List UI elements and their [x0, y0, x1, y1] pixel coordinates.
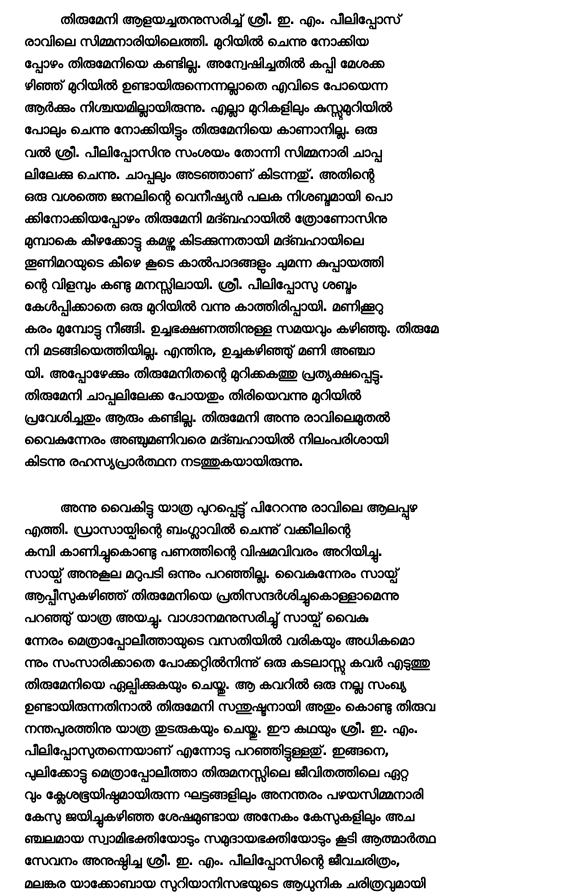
text-line: നന്തപുരത്തിനു യാത്ര തുടരുകയും ചെയ്തു. ഈ കഥയും ശ്രീ. ഇ. എം.: [24, 721, 419, 737]
text-line: യി. അപ്പോഴേക്കും തിരുമേനിതന്റെ മുറിക്കകത്തു പ്രത്യക്ഷപ്പെട്ടു.: [24, 366, 384, 382]
text-line: കമ്പി കാണിച്ചുകൊണ്ടു പണത്തിന്റെ വിഷമവിവരം അറിയിച്ചു.: [24, 545, 383, 561]
text-line: എത്തി. ഡ്രാസായ്പിന്റെ ബംഗ്ലാവിൽ ചെന്നു് വക്കീലിന്റെ: [24, 523, 350, 539]
text-line: കേസു ജയിച്ചുകഴിഞ്ഞ ശേഷമുണ്ടായ അനേകം കേസുകളിലും അച: [24, 810, 414, 826]
text-line: ലിലേക്കു ചെന്നു. ചാപ്പലും അടഞ്ഞാണ് കിടന്നതു്. അതിന്റെ: [24, 167, 374, 183]
text-line: പോലും ചെന്നു നോക്കിയിട്ടും തിരുമേനിയെ കാണാനില്ല. ഒരു: [24, 123, 377, 139]
text-line: തിരുമേനിയെ ഏല്പിക്കുകയും ചെയ്തു. ആ കവറിൽ ഒരു നല്ല സംഖ്യ: [24, 677, 406, 693]
text-line: തിരുമേനി ആളയച്ചതനുസരിച്ച് ശ്രീ. ഇ. എം. പീലിപ്പോസ്: [60, 13, 401, 28]
text-line: കിടന്നു രഹസ്യപ്രാർത്ഥന നടത്തുകയായിരുന്നു.: [24, 454, 304, 470]
text-line: ഞ്ചലമായ സ്വാമിഭക്തിയോടും സമുദായഭക്തിയോടും കൂടി ആത്മാർത്ഥ: [24, 832, 436, 848]
text-line: മുമ്പാകെ കീഴക്കോട്ടു കമഴ്ന്നു കിടക്കുന്നതായി മദ്ബഹായിലെ: [24, 233, 364, 249]
text-line: പറഞ്ഞു് യാത്ര അയച്ചു. വാഗ്ദാനമനുസരിച്ചു് സായ്പ് വൈകു: [24, 611, 368, 627]
paragraph-1: [24, 10, 548, 474]
text-line: തിരുമേനി ചാപ്പലിലേക്ക പോയതും തിരിയെവന്നു മുറിയിൽ: [24, 388, 361, 404]
text-line: വൽ ശ്രീ. പീലിപ്പോസിനു സംശയം തോന്നി സിമ്മനാരി ചാപ്പ: [24, 145, 382, 161]
text-line: പ്പോഴം തിരുമേനിയെ കണ്ടില്ല. അന്വേഷിച്ചതിൽ കപ്പി മേശക്ക: [24, 57, 384, 73]
text-line: അന്നു വൈകിട്ടു യാത്ര പുറപ്പെട്ടു് പിറേറന്നു രാവിലെ ആലപ്പുഴ: [60, 500, 417, 516]
text-line: സായ്പ് അനുകൂല മറുപടി ഒന്നും പറഞ്ഞില്ല. വൈകുന്നേരം സായ്പ്: [24, 567, 398, 583]
text-line: ന്നേരം മെത്രാപ്പോലീത്തായുടെ വസതിയിൽ വരികയും അധികമൊ: [24, 633, 415, 649]
text-line: ആപ്പീസുകഴിഞ്ഞ് തിരുമേനിയെ പ്രതിസന്ദർശിച്ചുകൊള്ളാമെന്നു: [24, 589, 399, 605]
text-line: വും ക്ലേശഭൂയിഷ്ഠമായിരുന്ന ഘട്ടങ്ങളിലും അനന്തരം പഴയസിമ്മനാരി: [24, 788, 424, 804]
text-line: പീലിപ്പോസുതന്നെയാണ് എന്നോടു പറഞ്ഞിട്ടുള്ളതു്. ഇങ്ങനെ,: [24, 744, 390, 759]
text-line: ഉണ്ടായിരുന്നതിനാൽ തിരുമേനി സന്തുഷ്ടനായി അതും കൊണ്ടു തിരുവ: [24, 699, 435, 715]
paragraph-2: [24, 498, 548, 896]
text-line: കരം മുമ്പോട്ടു നീങ്ങി. ഉച്ചഭക്ഷണത്തിനുള്ള സമയവും കഴിഞ്ഞു. തിരുമേ: [24, 322, 439, 338]
text-line: പ്രവേശിച്ചതും ആരും കണ്ടില്ല. തിരുമേനി അന്നു രാവിലെമുതൽ: [24, 410, 390, 426]
text-line: ആർക്കും നിശ്ചയമില്ലായിരുന്നു. എല്ലാ മുറികളിലും കുസ്സുമുറിയിൽ: [24, 101, 392, 117]
text-line: മലങ്കര യാക്കോബായ സുറിയാനിസഭയുടെ ആധുനിക ചരിത്രവുമായി: [24, 876, 426, 892]
text-line: ഴിഞ്ഞ് മുറിയിൽ ഉണ്ടായിരുന്നെന്നല്ലാതെ എവിടെ പോയെന്ന: [24, 79, 388, 95]
text-line: ന്നും സംസാരിക്കാതെ പോക്കറ്റിൽനിന്നു് ഒരു കടലാസ്സു കവർ എടുത്തു: [24, 655, 430, 671]
text-line: രാവിലെ സിമ്മനാരിയിലെത്തി. മുറിയിൽ ചെന്നു നോക്കിയ: [24, 35, 369, 51]
paragraph-spacer: [24, 474, 548, 498]
text-line: തൂണിമറയുടെ കീഴെ കൂടെ കാൽപാദങ്ങളും ചുമന്ന കുപ്പായത്തി: [24, 256, 384, 272]
text-line: ക്കിനോക്കിയപ്പോഴം തിരുമേനി മദ്ബഹായിൽ ത്രോണോസിനു: [24, 211, 387, 227]
text-line: പുലിക്കോട്ടു മെത്രാപ്പോലീത്താ തിരുമനസ്സിലെ ജീവിതത്തിലെ ഏറ്റ: [24, 766, 409, 782]
text-line: ഒരു വശത്തെ ജനലിന്റെ വെനീഷ്യൻ പലക നിശബ്ദമായി പൊ: [24, 189, 392, 205]
text-line: നി മടങ്ങിയെത്തിയില്ല. എന്തിനു, ഉച്ചകഴിഞ്ഞു് മണി അഞ്ചാ: [24, 344, 375, 360]
text-line: ന്റെ വിളമ്പും കണ്ടു മനസ്സിലായി. ശ്രീ. പീലിപ്പോസു ശബ്ദം: [24, 278, 357, 294]
text-line: വൈകുന്നേരം അഞ്ചുമണിവരെ മദ്ബഹായിൽ നിലംപരിശായി: [24, 432, 389, 448]
text-line: സേവനം അനുഷ്ഠിച്ച ശ്രീ. ഇ. എം. പീലിപ്പോസിന്റെ ജീവചരിത്രം,: [24, 854, 401, 870]
text-line: കേൾപ്പിക്കാതെ ഒരു മുറിയിൽ വന്നു കാത്തിരിപ്പായി. മണിക്കൂറു: [24, 300, 383, 316]
